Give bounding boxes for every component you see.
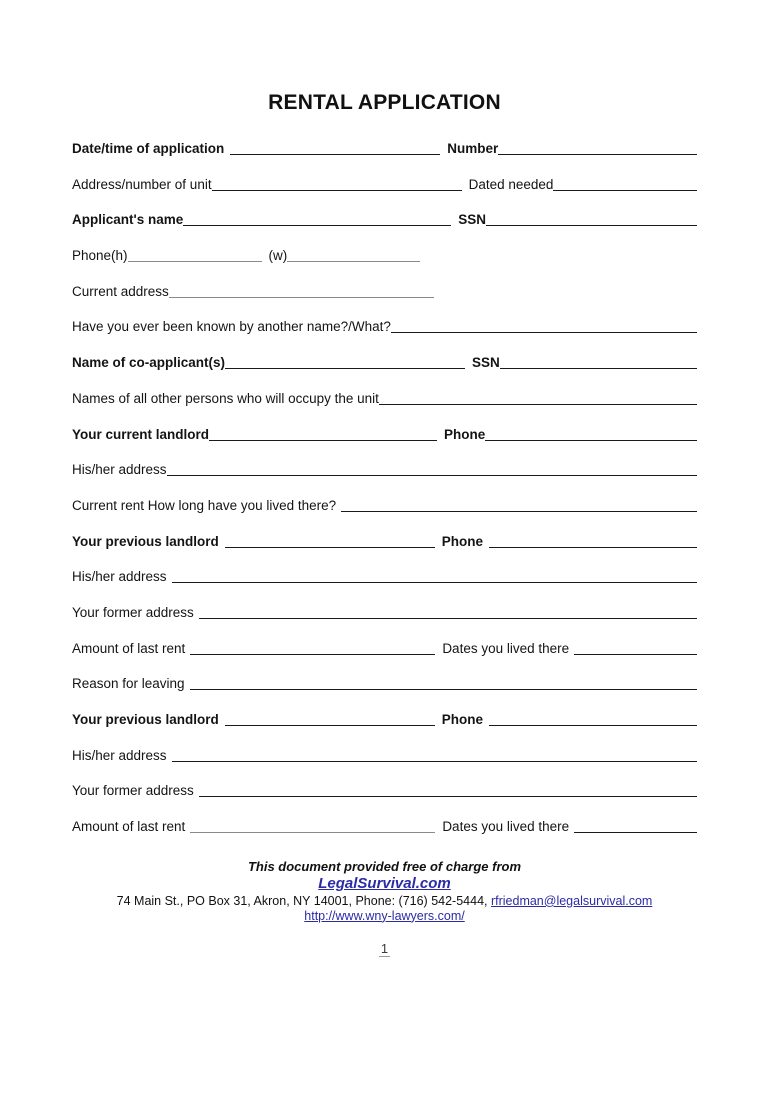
field-label: Name of co-applicant(s) [72,355,226,371]
field-label: Have you ever been known by another name?/What? [72,319,391,335]
blank-field[interactable] [199,606,697,619]
footer-site-line [72,875,697,893]
field-label: Dates you lived there [442,819,570,835]
form-line [72,413,697,449]
field-label: Dated needed [468,176,554,192]
footer-address-line [72,894,697,909]
field-label: Number [447,141,499,156]
form-line [72,270,697,306]
field-label: Phone [441,712,484,727]
footer-note: This document provided free of charge from [247,858,522,874]
legalsurvival-link[interactable]: LegalSurvival.com [318,874,451,892]
field-label: SSN [472,355,500,371]
blank-field[interactable] [128,249,262,262]
field-label: Reason for leaving [72,676,185,692]
form-line [72,341,697,377]
field-label: Phone [444,426,486,442]
blank-field[interactable] [172,570,697,583]
field-label: Address/number of unit [72,176,212,192]
form-line [72,198,697,234]
blank-field[interactable] [172,749,697,762]
field-label: Phone [441,533,484,549]
blank-field[interactable] [391,320,697,333]
document-page [0,90,770,1114]
blank-field[interactable] [379,392,697,405]
footer-address-text: 74 Main St., PO Box 31, Akron, NY 14001, Phone: (716) 542-5444, [116,893,491,908]
field-label: Phone(h) [72,248,128,264]
field-label: His/her address [72,462,167,478]
blank-field[interactable] [574,642,697,655]
form-line [72,627,697,663]
blank-field[interactable] [199,784,697,797]
footer-url-line [72,909,697,924]
blank-field[interactable] [574,820,697,833]
field-label: Names of all other persons who will occupy the unit [72,390,379,406]
blank-field[interactable] [190,642,435,655]
field-label: Current rent How long have you lived there? [72,497,337,513]
blank-field[interactable] [212,178,462,191]
email-link[interactable]: rfriedman@legalsurvival.com [490,893,653,908]
form-line [72,555,697,591]
field-label: Dates you lived there [442,640,570,656]
page-title: RENTAL APPLICATION [268,91,501,114]
blank-field[interactable] [498,142,697,155]
website-link[interactable]: http://www.wny-lawyers.com/ [304,908,465,923]
form-line [72,305,697,341]
blank-field[interactable] [225,535,435,548]
field-label: SSN [458,212,487,228]
page-number-line [72,941,697,956]
form-line [72,377,697,413]
blank-field[interactable] [489,535,697,548]
field-label: (w) [268,248,288,264]
form-line [72,520,697,556]
field-label: Current address [72,283,169,299]
blank-field[interactable] [553,178,697,191]
blank-field[interactable] [486,213,697,226]
field-label: His/her address [72,747,167,763]
form-line [72,163,697,199]
page-content [72,90,697,956]
blank-field[interactable] [190,820,435,833]
field-label: Your previous landlord [72,533,219,549]
form-line [72,662,697,698]
form-line [72,484,697,520]
field-label: Your previous landlord [72,712,219,727]
field-label: His/her address [72,569,167,585]
form-line [72,769,697,805]
blank-field[interactable] [183,213,451,226]
form-line [72,734,697,770]
field-label: Your former address [72,783,194,799]
field-label: Your former address [72,604,194,620]
blank-field[interactable] [341,499,697,512]
blank-field[interactable] [485,428,697,441]
blank-field[interactable] [225,713,435,726]
field-label: Amount of last rent [72,640,186,656]
form-line [72,234,697,270]
page-number: 1 [380,940,389,956]
blank-field[interactable] [167,463,697,476]
field-label: Amount of last rent [72,819,186,835]
blank-field[interactable] [489,713,697,726]
form-line [72,591,697,627]
form-line [72,127,697,163]
field-label: Date/time of application [72,141,225,156]
blank-field[interactable] [209,428,437,441]
form-line [72,698,697,734]
blank-field[interactable] [500,356,697,369]
blank-field[interactable] [225,356,465,369]
form-body [72,127,697,841]
field-label: Your current landlord [72,426,210,442]
blank-field[interactable] [169,285,434,298]
blank-field[interactable] [190,677,697,690]
field-label: Applicant's name [72,212,184,228]
form-line [72,805,697,841]
form-line [72,448,697,484]
blank-field[interactable] [287,249,420,262]
footer [72,859,697,956]
blank-field[interactable] [230,142,440,155]
